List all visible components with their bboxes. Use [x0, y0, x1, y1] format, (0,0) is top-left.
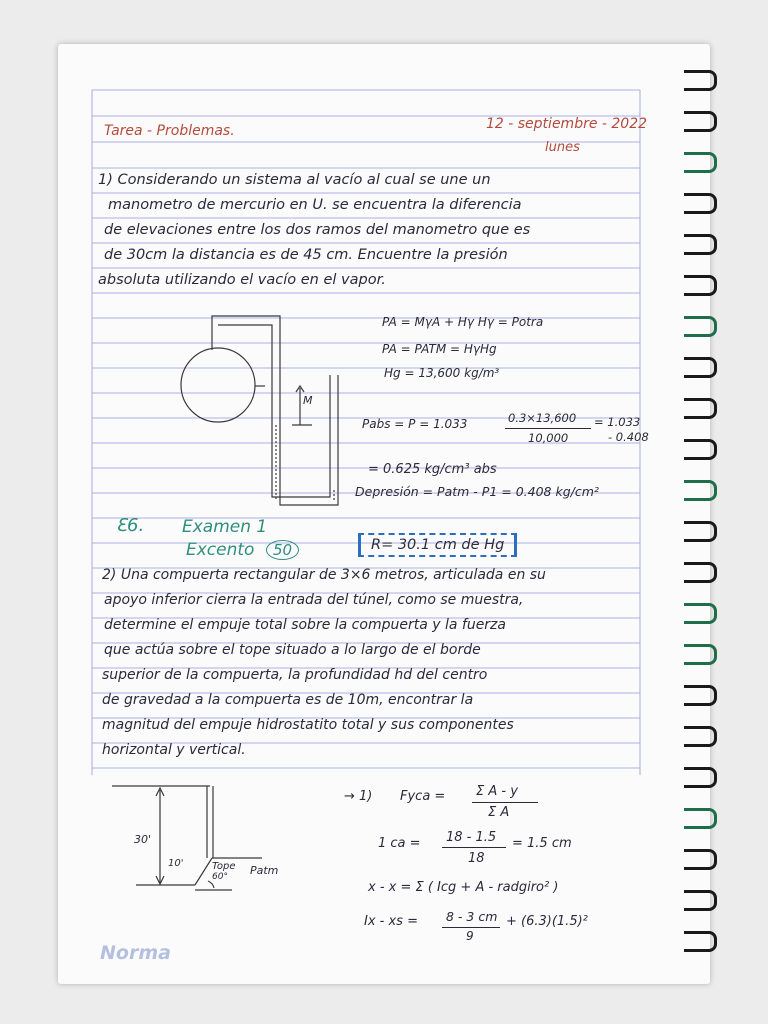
- fraction-bar: [442, 847, 506, 848]
- binder-ring: [684, 111, 717, 132]
- problem2-line: superior de la compuerta, la profundidad hd del centro: [102, 667, 488, 683]
- binder-ring: [684, 644, 717, 665]
- problem2-line: de gravedad a la compuerta es de 10m, encontrar la: [102, 692, 474, 708]
- pabs-result-sub: - 0.408: [608, 430, 649, 444]
- eq1-prefix: → 1): [344, 789, 373, 804]
- problem2-line: 2) Una compuerta rectangular de 3×6 metros, articulada en su: [102, 567, 546, 583]
- problem1-line: de 30cm la distancia es de 45 cm. Encuentre la presión: [104, 247, 508, 263]
- fraction-bar: [442, 927, 500, 928]
- binder-ring: [684, 316, 717, 337]
- problem1-line: manometro de mercurio en U. se encuentra la diferencia: [108, 197, 522, 213]
- problem2-line: que actúa sobre el tope situado a lo largo de el borde: [104, 642, 481, 658]
- gate-length-label: 10': [168, 858, 184, 869]
- problem2-line: determine el empuje total sobre la compuerta y la fuerza: [104, 617, 506, 633]
- answer-box: R= 30.1 cm de Hg: [358, 533, 517, 557]
- binder-ring: [684, 931, 717, 952]
- brand-logo: Norma: [100, 942, 171, 964]
- equation-line: PA = MγA + Hγ Hγ = Potra: [382, 315, 544, 329]
- problem2-line: horizontal y vertical.: [102, 742, 246, 758]
- problem2-line: apoyo inferior cierra la entrada del túnel, como se muestra,: [104, 592, 524, 608]
- binder-ring: [684, 439, 717, 460]
- eq1-numerator: Σ A - y: [476, 784, 518, 799]
- binder-ring: [684, 562, 717, 583]
- binder-ring: [684, 808, 717, 829]
- binder-ring: [684, 193, 717, 214]
- binder-ring: [684, 398, 717, 419]
- eq1-denominator: Σ A: [488, 805, 510, 820]
- binder-ring: [684, 234, 717, 255]
- binder-ring: [684, 521, 717, 542]
- eq4-numerator: 8 - 3 cm: [446, 909, 498, 924]
- page-weekday: lunes: [545, 140, 580, 155]
- binder-ring: [684, 849, 717, 870]
- depth-label: 30': [134, 833, 152, 846]
- equation-line: Hg = 13,600 kg/m³: [384, 366, 500, 380]
- pabs-equation: Pabs = P = 1.033: [362, 417, 468, 431]
- page-date: 12 - septiembre - 2022: [486, 116, 648, 132]
- eq2-numerator: 18 - 1.5: [446, 830, 497, 845]
- eq4-right: + (6.3)(1.5)²: [506, 914, 588, 929]
- manometer-diagram: [181, 316, 338, 505]
- binder-ring: [684, 890, 717, 911]
- score-badge: 50: [266, 540, 299, 560]
- eq2-left: 1 ca =: [378, 836, 421, 851]
- patm-label: Patm: [250, 864, 279, 877]
- exempt-label: Excento: [186, 540, 255, 560]
- pabs-fraction-denominator: 10,000: [528, 431, 569, 445]
- result-line: = 0.625 kg/cm³ abs: [368, 462, 497, 477]
- grade-mark: Ɛ6.: [116, 515, 145, 536]
- binder-ring: [684, 685, 717, 706]
- problem1-line: 1) Considerando un sistema al vacío al cual se une un: [98, 172, 491, 188]
- eq2-right: = 1.5 cm: [512, 836, 572, 851]
- binder-ring: [684, 480, 717, 501]
- binder-ring: [684, 603, 717, 624]
- depresion-line: Depresión = Patm - P1 = 0.408 kg/cm²: [355, 484, 599, 499]
- fraction-bar: [472, 802, 538, 803]
- binder-ring: [684, 357, 717, 378]
- problem1-line: absoluta utilizando el vacío en el vapor.: [98, 272, 386, 288]
- eq3: x - x = Σ ( Icg + A - radgiro² ): [368, 880, 559, 895]
- exam-label: Examen 1: [182, 517, 268, 537]
- binder-ring: [684, 152, 717, 173]
- pabs-fraction-numerator: 0.3×13,600: [508, 411, 577, 425]
- binder-ring: [684, 767, 717, 788]
- manometer-label: M: [303, 394, 313, 407]
- eq1-left: Fyca =: [400, 789, 446, 804]
- binder-ring: [684, 275, 717, 296]
- page-title: Tarea - Problemas.: [104, 123, 235, 139]
- pabs-result: = 1.033: [594, 415, 641, 429]
- fraction-bar: [505, 428, 591, 429]
- tope-label: Tope: [212, 861, 236, 872]
- gate-angle-label: 60°: [212, 872, 228, 882]
- eq4-left: Ix - xs =: [364, 914, 418, 929]
- eq2-denominator: 18: [468, 851, 485, 866]
- problem1-line: de elevaciones entre los dos ramos del manometro que es: [104, 222, 531, 238]
- binder-ring: [684, 70, 717, 91]
- problem2-line: magnitud del empuje hidrostatito total y sus componentes: [102, 717, 514, 733]
- eq4-denominator: 9: [466, 929, 474, 943]
- binder-ring: [684, 726, 717, 747]
- equation-line: PA = PATM = HγHg: [382, 342, 497, 356]
